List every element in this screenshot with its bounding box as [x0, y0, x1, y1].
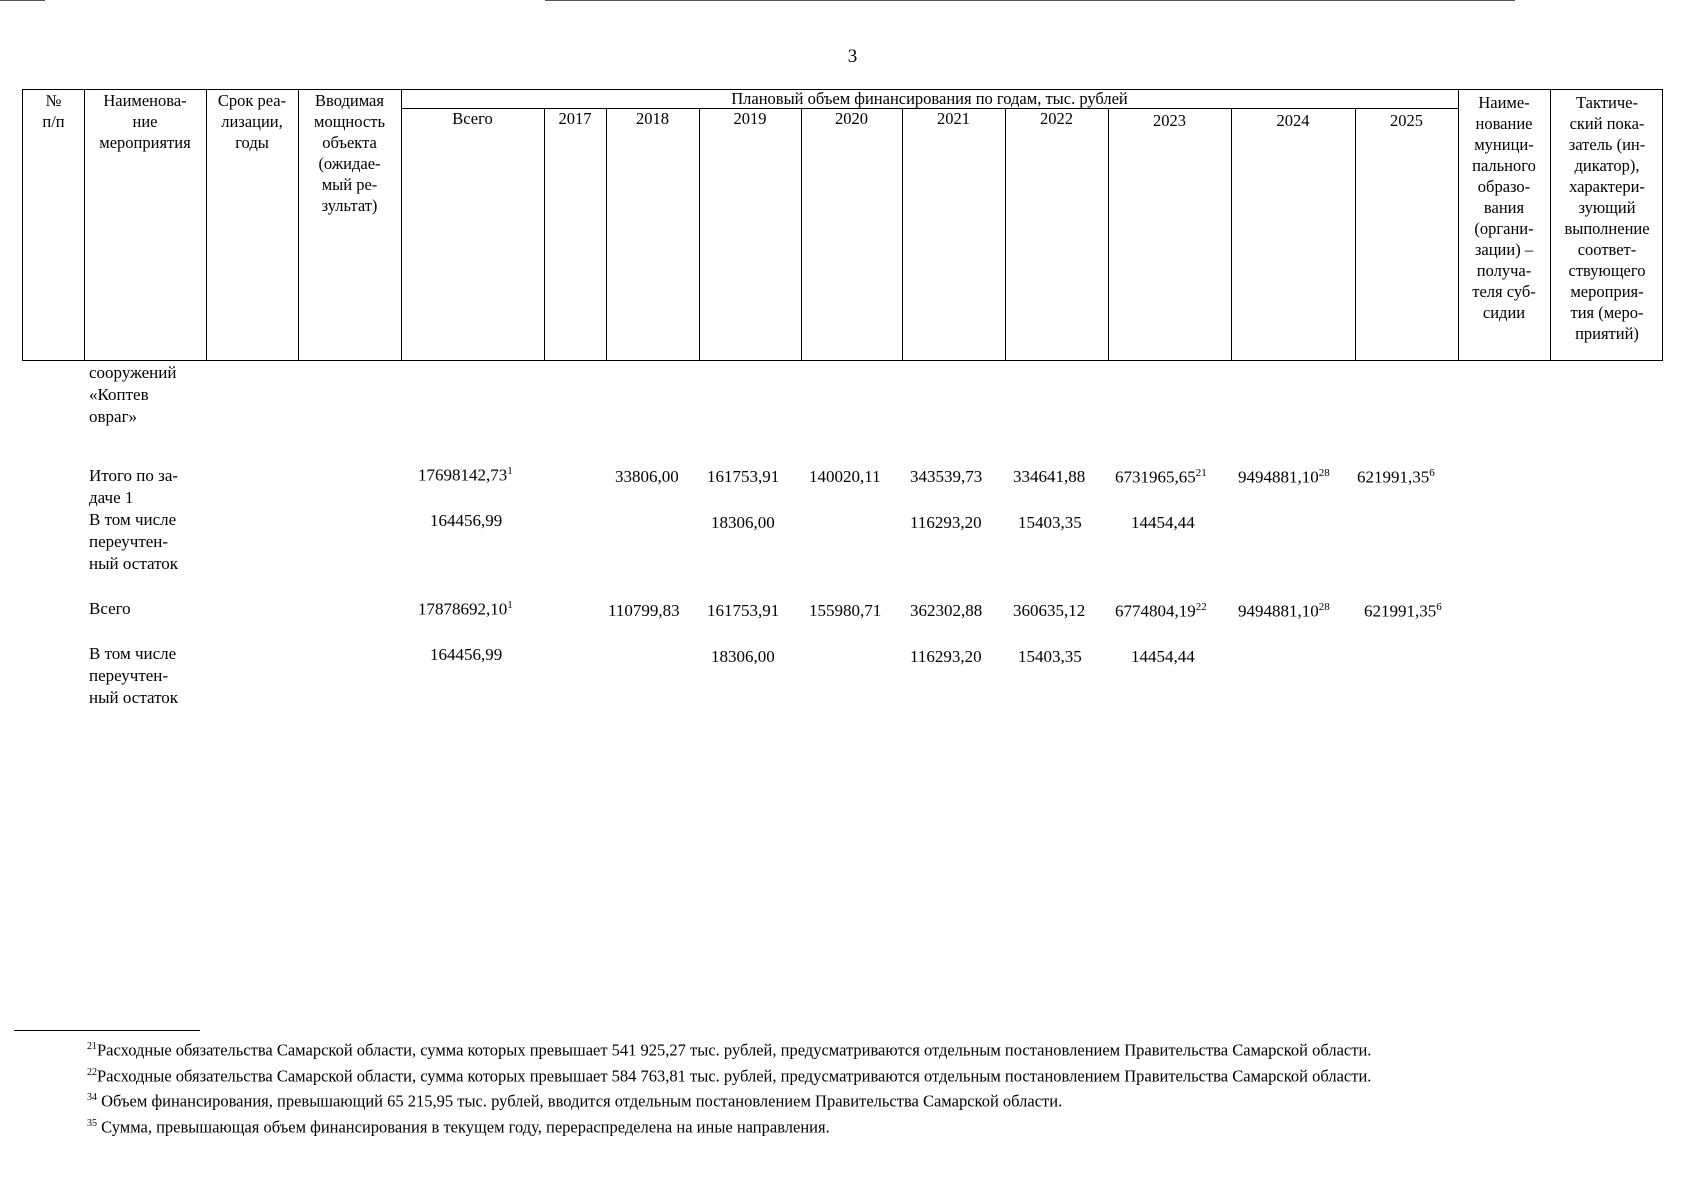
cell-2020: 155980,71 — [809, 601, 882, 620]
header-year-2020: 2020 — [835, 109, 868, 128]
cell-2024: 9494881,10$^{28}$ — [1238, 601, 1330, 621]
cell-2021: 116293,20 — [910, 647, 982, 666]
col-divider — [1231, 108, 1232, 360]
footnote: $^{34}$ Объем финансирования, превышающий 65 215,95 тыс. рублей, вводится отдельным постановлением Правительства Самарской области. — [87, 1091, 1063, 1111]
cell-2022: 15403,35 — [1018, 647, 1082, 666]
cell-2019: 18306,00 — [711, 513, 775, 532]
top-edge-line-center — [545, 0, 1515, 1]
cell-2021: 343539,73 — [910, 467, 983, 486]
cell-total: 17878692,10$^1$ — [418, 599, 513, 619]
cell-2022: 334641,88 — [1013, 467, 1086, 486]
cell-2024: 9494881,10$^{28}$ — [1238, 467, 1330, 487]
cell-2025: 621991,35$^6$ — [1364, 601, 1442, 621]
col-divider — [801, 108, 802, 360]
footnote-separator — [14, 1030, 200, 1031]
cell-total: 164456,99 — [430, 511, 503, 530]
cell-2019: 161753,91 — [707, 601, 780, 620]
col-divider — [1355, 108, 1356, 360]
header-financing-group: Плановый объем финансирования по годам, тыс. рублей — [731, 89, 1128, 108]
col-divider — [902, 108, 903, 360]
cell-2018: 33806,00 — [615, 467, 679, 486]
cell-2021: 362302,88 — [910, 601, 983, 620]
header-year-2017: 2017 — [558, 109, 592, 128]
row-label: Итого по за- даче 1 — [89, 466, 179, 507]
cell-2019: 18306,00 — [711, 647, 775, 666]
cell-2022: 360635,12 — [1013, 601, 1086, 620]
cell-2018: 110799,83 — [608, 601, 680, 620]
col-divider — [1005, 108, 1006, 360]
cell-2025: 621991,35$^6$ — [1357, 467, 1435, 487]
cell-2023: 6731965,65$^{21}$ — [1115, 467, 1207, 487]
row-label: В том числе переучтен- ный остаток — [89, 510, 179, 573]
cell-2019: 161753,91 — [707, 467, 780, 486]
header-municipality: Наиме- нование муници- пального образо- вания (органи- зации) – получа- теля суб- сидии — [1472, 93, 1536, 322]
col-divider — [606, 108, 607, 360]
header-total: Всего — [452, 109, 493, 128]
col-divider — [699, 108, 700, 360]
footnote: $^{22}$Расходные обязательства Самарской области, сумма которых превышает 584 763,81 тыс. рублей, предусматриваются отдельным постановлением Правительства Самарской области. — [87, 1066, 1372, 1085]
header-name: Наименова- ние мероприятия — [99, 91, 191, 152]
header-num: № п/п — [42, 91, 65, 131]
footnote: $^{21}$Расходные обязательства Самарской области, сумма которых превышает 541 925,27 тыс. рублей, предусматриваются отдельным постановлением Правительства Самарской области. — [87, 1040, 1372, 1060]
cell-2023: 14454,44 — [1131, 513, 1195, 532]
row-label: Всего — [89, 599, 131, 618]
row-label: В том числе переучтен- ный остаток — [89, 644, 179, 707]
row-label: сооружений «Коптев овраг» — [89, 363, 177, 426]
header-term: Срок реа- лизации, годы — [217, 91, 287, 152]
cell-2021: 116293,20 — [910, 513, 982, 532]
top-edge-line-left — [0, 0, 45, 1]
cell-total: 164456,99 — [430, 645, 503, 664]
header-year-2023: 2023 — [1153, 111, 1186, 130]
header-year-2022: 2022 — [1040, 109, 1073, 128]
footnotes — [87, 1036, 1687, 1138]
header-year-2024: 2024 — [1276, 111, 1310, 130]
cell-2023: 6774804,19$^{22}$ — [1115, 601, 1207, 621]
header-indicator: Тактиче- ский пока- затель (ин- дикатор), характери- зующий выполнение соответ- ствующего мероприя- тия (меро- приятий) — [1564, 93, 1650, 343]
header-year-2021: 2021 — [937, 109, 970, 128]
header-year-2018: 2018 — [636, 109, 669, 128]
header-year-2025: 2025 — [1390, 111, 1423, 130]
cell-2020: 140020,11 — [809, 467, 881, 486]
footnote: $^{35}$ Сумма, превышающая объем финансирования в текущем году, перераспределена на иные направления. — [87, 1117, 830, 1136]
col-divider — [544, 108, 545, 360]
cell-total: 17698142,73$^1$ — [418, 465, 513, 485]
table-header — [22, 89, 1663, 361]
col-divider — [401, 90, 402, 360]
col-divider — [1108, 108, 1109, 360]
page-number: 3 — [847, 46, 858, 67]
cell-2023: 14454,44 — [1131, 647, 1195, 666]
header-year-2019: 2019 — [733, 109, 767, 128]
header-capacity: Вводимая мощность объекта (ожидае- мый ре- зультат) — [314, 91, 385, 215]
cell-2022: 15403,35 — [1018, 513, 1082, 532]
